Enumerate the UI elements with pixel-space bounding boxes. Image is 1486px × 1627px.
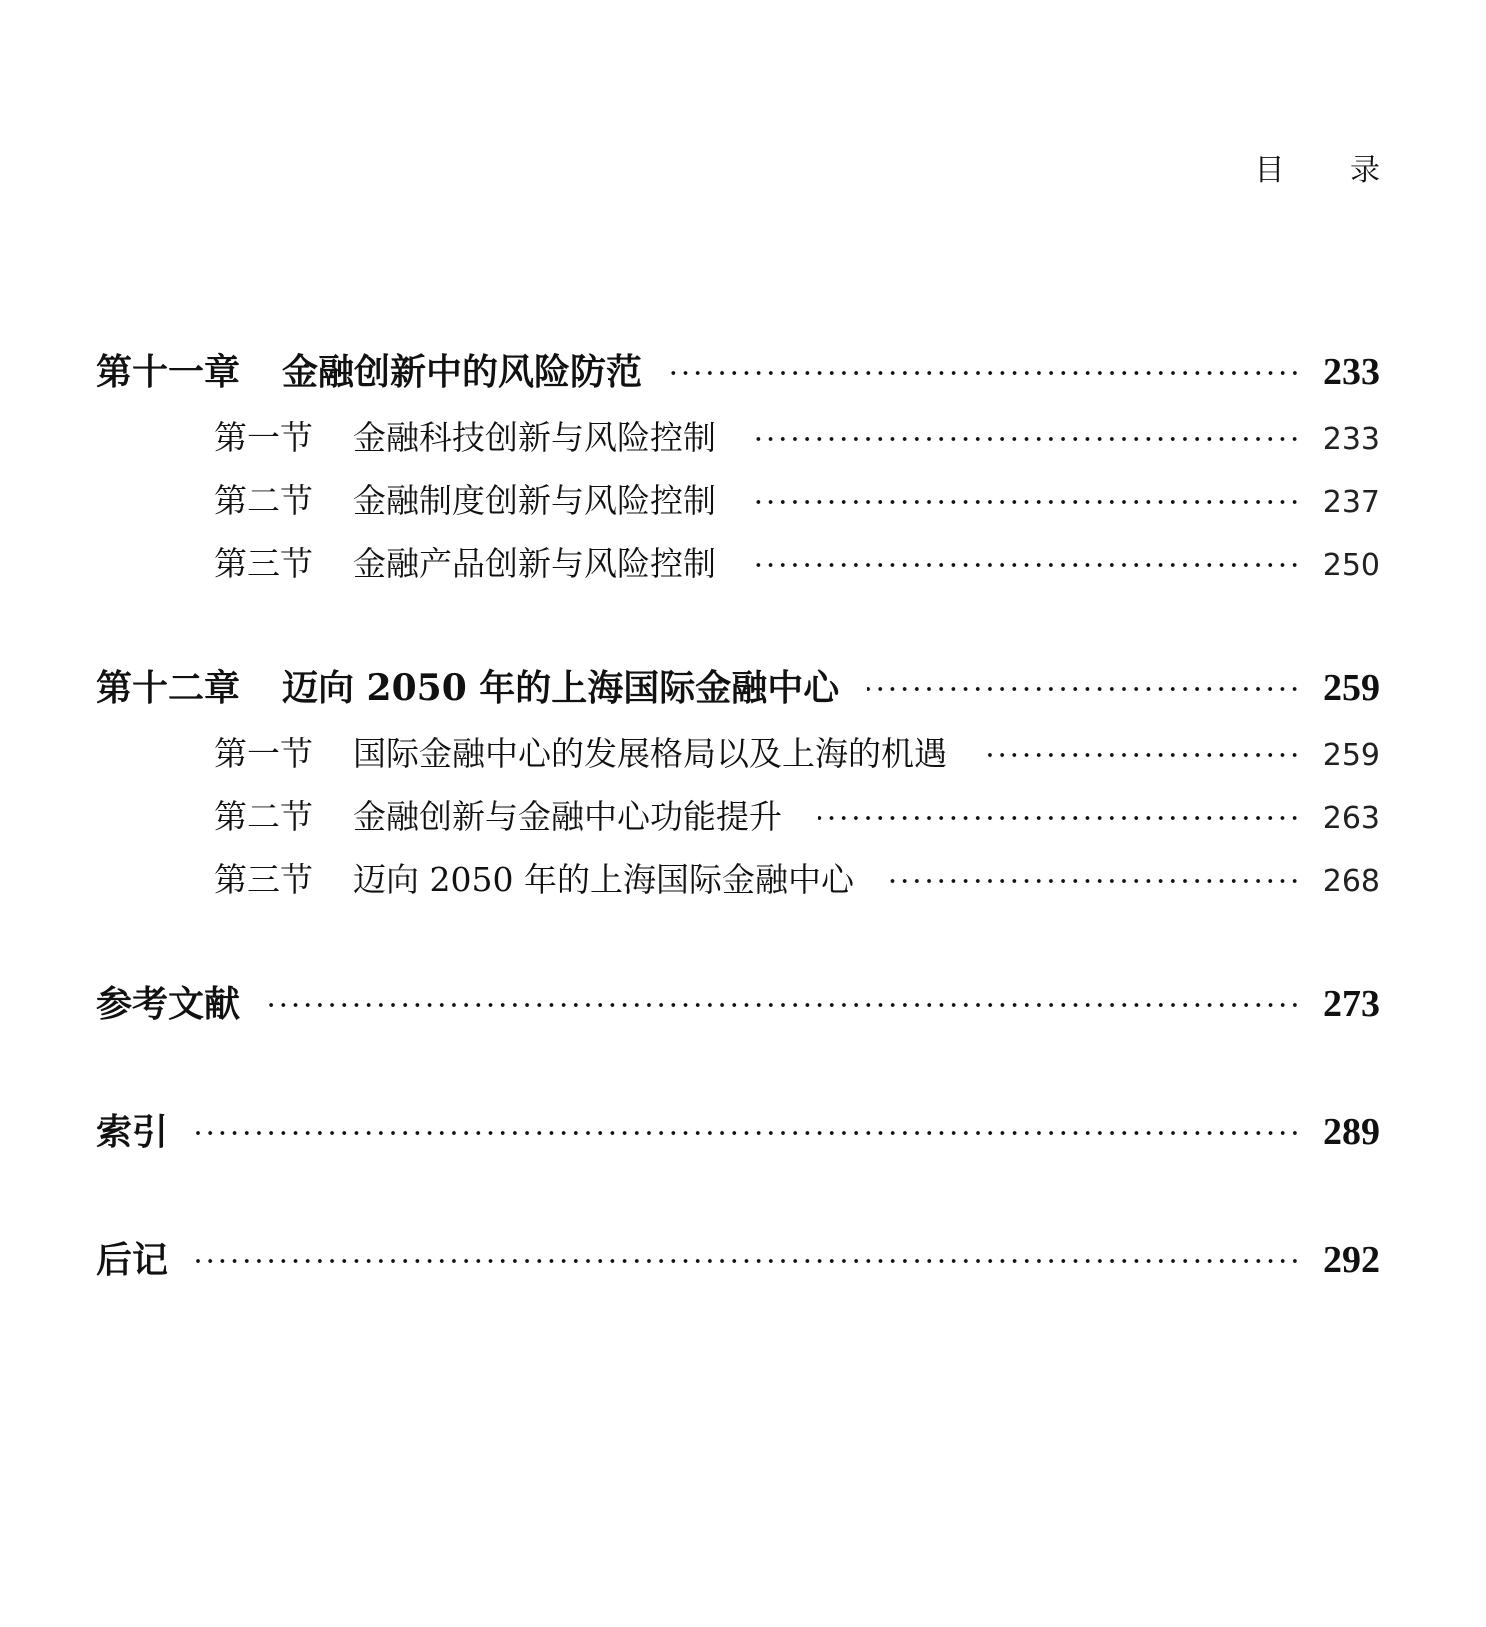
running-header-title: 目 录 [1254,153,1408,188]
dot-leader [818,815,1301,821]
section-title: 国际金融中心的发展格局以及上海的机遇 [353,734,947,773]
page-number: 259 [1323,667,1380,709]
section-number: 第二节 [214,797,313,836]
toc-section-12-3[interactable] [96,854,1380,901]
section-label [214,728,947,775]
section-label [214,475,716,522]
page-number: 259 [1322,738,1380,773]
section-number: 第二节 [214,481,313,520]
section-label [214,538,716,585]
section-title: 金融产品创新与风险控制 [353,544,716,583]
entry-title: 索引 [96,1111,169,1153]
chapter-label [96,344,642,395]
toc-section-12-2[interactable] [96,791,1380,838]
section-label [214,854,854,901]
section-number: 第三节 [214,544,313,583]
dot-leader [867,686,1301,692]
entry-title: 后记 [96,1239,169,1281]
chapter-title: 金融创新中的风险防范 [282,351,643,393]
toc-chapter-12[interactable] [96,660,1380,711]
section-number: 第一节 [214,418,313,457]
section-number: 第三节 [214,860,313,899]
page-number: 250 [1322,548,1380,583]
dot-leader [268,1002,1301,1008]
page-number: 237 [1322,485,1380,520]
page-number: 263 [1322,801,1380,836]
dot-leader [196,1258,1301,1264]
chapter-number: 第十二章 [96,667,241,709]
toc-references[interactable] [96,976,1380,1027]
chapter-label [96,660,839,711]
toc-section-12-1[interactable] [96,728,1380,775]
chapter-title: 迈向 2050 年的上海国际金融中心 [282,667,840,709]
toc-afterword[interactable] [96,1232,1380,1283]
page-number: 292 [1323,1239,1380,1281]
section-title: 迈向 2050 年的上海国际金融中心 [353,860,854,899]
section-title: 金融科技创新与风险控制 [353,418,716,457]
dot-leader [670,370,1301,376]
page-number: 289 [1323,1111,1380,1153]
toc-index[interactable] [96,1104,1380,1155]
dot-leader [752,436,1301,442]
page-number: 233 [1322,422,1380,457]
section-title: 金融制度创新与风险控制 [353,481,716,520]
page-number: 233 [1323,351,1380,393]
dot-leader [752,499,1301,505]
section-label [214,412,716,459]
section-number: 第一节 [214,734,313,773]
section-title: 金融创新与金融中心功能提升 [353,797,782,836]
page-number: 273 [1323,983,1380,1025]
section-label [214,791,782,838]
toc-section-11-1[interactable] [96,412,1380,459]
dot-leader [983,752,1301,758]
toc-section-11-3[interactable] [96,538,1380,585]
dot-leader [890,878,1301,884]
chapter-number: 第十一章 [96,351,241,393]
dot-leader [196,1130,1301,1136]
page-number: 268 [1322,864,1380,899]
dot-leader [752,562,1301,568]
entry-title: 参考文献 [96,983,241,1025]
toc-section-11-2[interactable] [96,475,1380,522]
toc-chapter-11[interactable] [96,344,1380,395]
